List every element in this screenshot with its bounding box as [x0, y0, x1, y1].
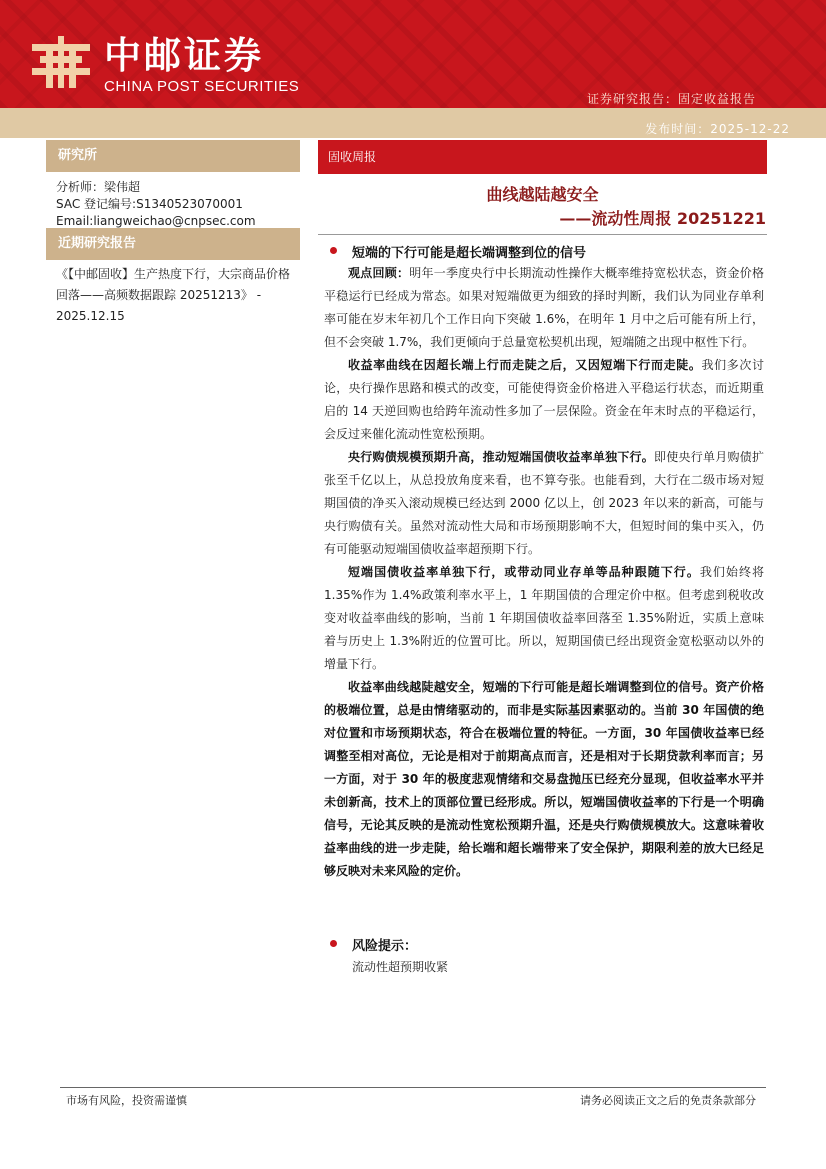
paragraph-lead: 收益率曲线在因超长端上行而走陡之后，又因短端下行而走陡。	[348, 358, 702, 372]
brand-name-cn: 中邮证券	[104, 34, 264, 77]
recent-report-link[interactable]: 《【中邮固收】生产热度下行，大宗商品价格回落——高频数据跟踪 20251213》 - 2025.12.15	[56, 267, 291, 323]
china-post-logo-icon	[28, 34, 94, 92]
paragraph-lead: 央行购债规模预期升高，推动短端国债收益率单独下行。	[348, 450, 655, 464]
paragraph-review	[324, 262, 764, 354]
report-subtitle: ——流动性周报 20251221	[559, 209, 766, 228]
paragraph-lead: 短端国债收益率单独下行，或带动同业存单等品种跟随下行。	[348, 565, 700, 579]
paragraph-lead: 观点回顾：	[348, 266, 410, 280]
title-divider	[318, 234, 767, 235]
report-category-bar: 固收周报	[318, 140, 767, 174]
footer-disclaimer-right: 请务必阅读正文之后的免责条款部分	[580, 1094, 756, 1107]
paragraph-text: 即使央行单月购债扩张至千亿以上，从总投放角度来看，也不算夸张。也能看到，大行在二级市场对短期国债的净买入滚动规模已经达到 2000 亿以上，创 2023 年以来的新高，可能与央行购债有关。虽然对流动性大局和市场预期影响不大，但短时间的集中买入，仍有可能驱动短端国债收益率超预期下行。	[324, 450, 764, 556]
report-title: 曲线越陆越安全	[486, 185, 599, 204]
paragraph-text: 明年一季度央行中长期流动性操作大概率维持宽松状态，资金价格平稳运行已经成为常态。如果对短端做更为细致的择时判断，我们认为同业存单利率可能在岁末年初几个工作日向下突破 1.6%，在明年 1 月中之后可能有所上行，但不会突破 1.7%，我们更倾向于总量宽松契机出现，短端随之出现中枢性下行。	[324, 266, 764, 349]
paragraph-curve	[324, 354, 764, 446]
brand-name-en: CHINA POST SECURITIES	[104, 78, 300, 95]
paragraph-conclusion	[324, 676, 764, 883]
section-title: 短端的下行可能是超长端调整到位的信号	[352, 246, 587, 261]
section-bullet-icon	[330, 247, 337, 254]
recent-reports-heading: 近期研究报告	[46, 228, 300, 260]
analyst-name: 分析师：梁伟超	[56, 180, 141, 194]
analyst-email: Email:liangweichao@cnpsec.com	[56, 214, 256, 228]
paragraph-short-end	[324, 561, 764, 676]
risk-bullet-icon	[330, 940, 337, 947]
section-body	[324, 262, 764, 883]
header-banner	[0, 0, 826, 108]
report-type: 证券研究报告：固定收益报告	[586, 92, 756, 106]
institute-heading: 研究所	[46, 140, 300, 172]
paragraph-text: 我们多次讨论，央行操作思路和模式的改变，可能使得资金价格进入平稳运行状态，而近期重启的 14 天逆回购也给跨年流动性多加了一层保险。资金在年末时点的平稳运行，会反过来催化流动性宽松预期。	[324, 358, 764, 441]
footer-disclaimer-left: 市场有风险，投资需谨慎	[66, 1094, 187, 1107]
risk-text: 流动性超预期收紧	[352, 960, 449, 974]
paragraph-text: 我们始终将 1.35%作为 1.4%政策利率水平上，1 年期国债的合理定价中枢。但考虑到税收改变对收益率曲线的影响，当前 1 年期国债收益率回落至 1.35%附近，实质上意味着与历史上 1.3%附近的位置可比。所以，短期国债已经出现资金宽松驱动以外的增量下行。	[324, 565, 764, 671]
footer-divider	[60, 1087, 766, 1088]
sac-number: SAC 登记编号:S1340523070001	[56, 197, 243, 211]
paragraph-central-bank	[324, 446, 764, 561]
risk-title: 风险提示：	[352, 939, 418, 954]
publish-date: 发布时间：2025-12-22	[645, 122, 790, 136]
paragraph-bold-text: 收益率曲线越陡越安全，短端的下行可能是超长端调整到位的信号。资产价格的极端位置，总是由情绪驱动的，而非是实际基因素驱动的。当前 30 年国债的绝对位置和市场预期状态，符合在极端位置的特征。一方面，30 年国债收益率已经调整至相对高位，无论是相对于前期高点而言，还是相对于长期贷款利率而言；另一方面，对于 30 年的极度悲观情绪和交易盘抛压已经充分显现，但收益率水平并未创新高，技术上的顶部位置已经形成。所以，短端国债收益率的下行是一个明确信号，无论其反映的是流动性宽松预期升温，还是央行购债规模放大。这意味着收益率曲线的进一步走陡，给长端和超长端带来了安全保护，期限利差的放大已经足够反映对未来风险的定价。	[324, 680, 764, 878]
